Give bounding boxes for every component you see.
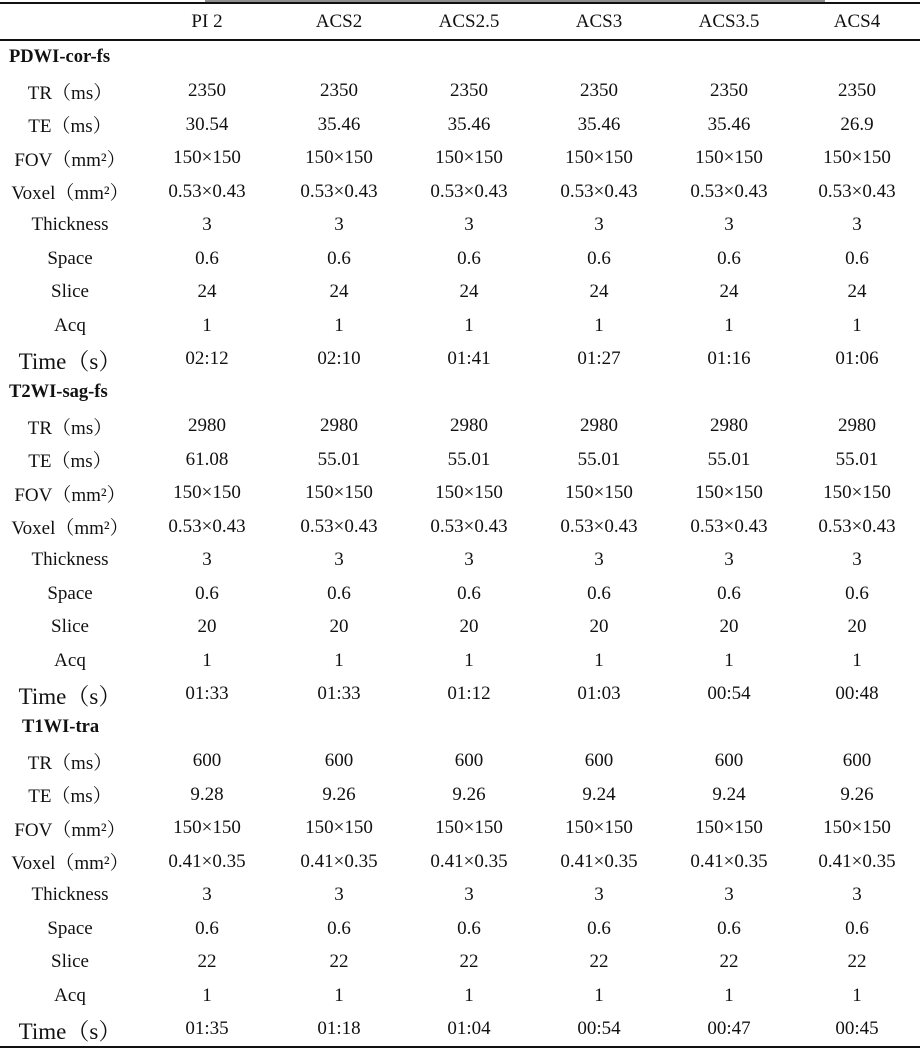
value-cell: 2980 — [710, 415, 748, 437]
empty-cell — [140, 376, 274, 410]
parameter-label: Acq — [54, 314, 86, 336]
section-header-row — [0, 376, 920, 410]
value-cell: 20 — [329, 616, 349, 638]
value-cell: 150×150 — [565, 817, 633, 839]
value-cell: 01:04 — [404, 1013, 534, 1048]
value-cell: 0.53×0.43 — [690, 515, 768, 537]
value-cell: 600 — [324, 750, 354, 772]
empty-cell — [274, 40, 404, 75]
parameter-label: Voxel（mm²） — [11, 853, 129, 875]
value-cell: 0.53×0.43 — [560, 180, 638, 202]
value-cell: 600 — [192, 750, 222, 772]
value-cell: 00:54 — [707, 683, 751, 705]
value-cell: 1 — [852, 649, 862, 671]
mri-parameter-table — [0, 5, 920, 1048]
value-cell: 0.6 — [845, 917, 869, 939]
value-cell: 600 — [584, 750, 614, 772]
value-cell: 150×150 — [695, 147, 763, 169]
value-cell: 0.6 — [587, 582, 611, 604]
value-cell: 0.53×0.43 — [300, 180, 378, 202]
value-cell: 150×150 — [435, 482, 503, 504]
value-cell: 01:12 — [447, 683, 491, 705]
value-cell: 150×150 — [823, 147, 891, 169]
value-cell: 02:10 — [317, 348, 361, 370]
value-cell: 1 — [724, 314, 734, 336]
parameter-label: FOV（mm²） — [14, 484, 126, 506]
value-cell: 1 — [334, 314, 344, 336]
value-cell: 600 — [714, 750, 744, 772]
table-row — [0, 644, 920, 678]
value-cell: 0.41×0.35 — [300, 850, 378, 872]
value-cell: 1 — [464, 984, 474, 1006]
value-cell: 2980 — [188, 415, 226, 437]
table-row — [0, 879, 920, 913]
value-cell: 55.01 — [317, 448, 361, 470]
value-cell: 2350 — [580, 80, 618, 102]
parameter-label: TE（ms） — [28, 451, 112, 473]
value-cell: 01:41 — [447, 348, 491, 370]
value-cell: 1 — [594, 314, 604, 336]
value-cell: 0.6 — [717, 582, 741, 604]
value-cell: 3 — [202, 214, 212, 236]
value-cell: 0.6 — [587, 247, 611, 269]
value-cell: 3 — [594, 214, 604, 236]
value-cell: 150×150 — [305, 147, 373, 169]
value-cell: 150×150 — [823, 817, 891, 839]
value-cell: 0.53×0.43 — [168, 180, 246, 202]
value-cell: 55.01 — [447, 448, 491, 470]
value-cell: 61.08 — [185, 448, 229, 470]
parameter-label: Time（s） — [0, 1013, 140, 1048]
value-cell: 35.46 — [577, 113, 621, 135]
value-cell: 55.01 — [835, 448, 879, 470]
parameter-label: Thickness — [31, 549, 109, 571]
value-cell: 2350 — [320, 80, 358, 102]
value-cell: 150×150 — [565, 147, 633, 169]
value-cell: 20 — [589, 616, 609, 638]
header-cell-pi2: PI 2 — [140, 5, 274, 40]
value-cell: 3 — [724, 884, 734, 906]
table-row — [0, 946, 920, 980]
value-cell: 2350 — [450, 80, 488, 102]
table-row — [0, 1013, 920, 1048]
table-row — [0, 142, 920, 176]
value-cell: 0.6 — [457, 582, 481, 604]
value-cell: 01:16 — [707, 348, 751, 370]
parameter-label: FOV（mm²） — [14, 149, 126, 171]
empty-cell — [140, 711, 274, 745]
value-cell: 150×150 — [695, 482, 763, 504]
empty-cell — [534, 711, 664, 745]
value-cell: 0.6 — [457, 917, 481, 939]
value-cell: 26.9 — [840, 113, 874, 135]
table-row — [0, 343, 920, 377]
value-cell: 150×150 — [695, 817, 763, 839]
header-row — [0, 5, 920, 40]
value-cell: 3 — [464, 884, 474, 906]
value-cell: 20 — [719, 616, 739, 638]
value-cell: 0.41×0.35 — [690, 850, 768, 872]
value-cell: 01:27 — [577, 348, 621, 370]
empty-cell — [534, 376, 664, 410]
value-cell: 0.53×0.43 — [818, 180, 896, 202]
empty-cell — [404, 40, 534, 75]
value-cell: 0.53×0.43 — [430, 515, 508, 537]
table-body — [0, 40, 920, 1047]
empty-cell — [664, 40, 794, 75]
value-cell: 3 — [594, 884, 604, 906]
value-cell: 3 — [724, 214, 734, 236]
value-cell: 3 — [334, 549, 344, 571]
parameter-label: Slice — [51, 616, 89, 638]
table-row — [0, 812, 920, 846]
value-cell: 35.46 — [317, 113, 361, 135]
value-cell: 20 — [847, 616, 867, 638]
value-cell: 00:47 — [664, 1013, 794, 1048]
value-cell: 2980 — [838, 415, 876, 437]
table-row — [0, 276, 920, 310]
value-cell: 0.6 — [845, 247, 869, 269]
value-cell: 01:06 — [835, 348, 879, 370]
value-cell: 24 — [847, 281, 867, 303]
table-row — [0, 75, 920, 109]
value-cell: 1 — [334, 649, 344, 671]
value-cell: 22 — [459, 951, 479, 973]
value-cell: 9.26 — [840, 783, 874, 805]
value-cell: 0.6 — [195, 917, 219, 939]
value-cell: 3 — [334, 214, 344, 236]
value-cell: 3 — [334, 884, 344, 906]
value-cell: 55.01 — [707, 448, 751, 470]
table-row — [0, 611, 920, 645]
value-cell: 1 — [334, 984, 344, 1006]
value-cell: 1 — [852, 984, 862, 1006]
value-cell: 22 — [719, 951, 739, 973]
parameter-label: Thickness — [31, 884, 109, 906]
table-row — [0, 410, 920, 444]
value-cell: 0.6 — [845, 582, 869, 604]
value-cell: 02:12 — [185, 348, 229, 370]
value-cell: 1 — [594, 984, 604, 1006]
value-cell: 24 — [197, 281, 217, 303]
value-cell: 0.6 — [587, 917, 611, 939]
value-cell: 2350 — [710, 80, 748, 102]
value-cell: 0.6 — [717, 247, 741, 269]
parameter-label: Voxel（mm²） — [11, 518, 129, 540]
value-cell: 2350 — [838, 80, 876, 102]
value-cell: 3 — [202, 884, 212, 906]
value-cell: 0.6 — [717, 917, 741, 939]
value-cell: 3 — [594, 549, 604, 571]
value-cell: 0.6 — [327, 917, 351, 939]
value-cell: 9.24 — [712, 783, 746, 805]
value-cell: 1 — [464, 649, 474, 671]
table-header — [0, 5, 920, 40]
value-cell: 1 — [202, 649, 212, 671]
value-cell: 9.28 — [190, 783, 224, 805]
section-header-row — [0, 711, 920, 745]
table-row — [0, 443, 920, 477]
value-cell: 01:18 — [274, 1013, 404, 1048]
value-cell: 0.41×0.35 — [168, 850, 246, 872]
empty-cell — [794, 40, 920, 75]
value-cell: 1 — [464, 314, 474, 336]
value-cell: 1 — [202, 984, 212, 1006]
table-row — [0, 912, 920, 946]
parameter-label: TE（ms） — [28, 786, 112, 808]
value-cell: 00:45 — [794, 1013, 920, 1048]
parameter-label: Thickness — [31, 214, 109, 236]
value-cell: 3 — [852, 884, 862, 906]
value-cell: 0.6 — [327, 582, 351, 604]
parameter-label: Voxel（mm²） — [11, 183, 129, 205]
value-cell: 3 — [464, 214, 474, 236]
value-cell: 0.53×0.43 — [690, 180, 768, 202]
section-title: PDWI-cor-fs — [9, 47, 111, 68]
value-cell: 2980 — [320, 415, 358, 437]
value-cell: 0.6 — [195, 582, 219, 604]
value-cell: 1 — [594, 649, 604, 671]
value-cell: 00:48 — [835, 683, 879, 705]
value-cell: 0.53×0.43 — [430, 180, 508, 202]
value-cell: 150×150 — [435, 817, 503, 839]
table-row — [0, 175, 920, 209]
value-cell: 0.53×0.43 — [818, 515, 896, 537]
value-cell: 3 — [852, 214, 862, 236]
parameter-label: Time（s） — [18, 348, 122, 374]
empty-cell — [274, 711, 404, 745]
empty-cell — [664, 711, 794, 745]
table-row — [0, 979, 920, 1013]
parameter-label: TR（ms） — [27, 417, 113, 439]
table-row — [0, 309, 920, 343]
parameter-label: TR（ms） — [27, 82, 113, 104]
header-cell-acs2: ACS2 — [274, 5, 404, 40]
parameter-label: Space — [47, 917, 93, 939]
value-cell: 600 — [454, 750, 484, 772]
value-cell: 9.26 — [452, 783, 486, 805]
value-cell: 0.53×0.43 — [168, 515, 246, 537]
table-row — [0, 477, 920, 511]
empty-cell — [794, 711, 920, 745]
value-cell: 9.24 — [582, 783, 616, 805]
value-cell: 24 — [589, 281, 609, 303]
value-cell: 150×150 — [823, 482, 891, 504]
header-cell-param — [0, 5, 140, 40]
value-cell: 01:33 — [185, 683, 229, 705]
value-cell: 24 — [329, 281, 349, 303]
value-cell: 150×150 — [173, 482, 241, 504]
table-row — [0, 209, 920, 243]
value-cell: 3 — [202, 549, 212, 571]
value-cell: 150×150 — [173, 147, 241, 169]
value-cell: 150×150 — [305, 817, 373, 839]
value-cell: 20 — [197, 616, 217, 638]
parameter-label: Space — [47, 247, 93, 269]
parameter-label: Acq — [54, 984, 86, 1006]
empty-cell — [274, 376, 404, 410]
value-cell: 35.46 — [707, 113, 751, 135]
value-cell: 01:03 — [577, 683, 621, 705]
value-cell: 0.41×0.35 — [560, 850, 638, 872]
value-cell: 24 — [719, 281, 739, 303]
value-cell: 150×150 — [565, 482, 633, 504]
value-cell: 01:35 — [140, 1013, 274, 1048]
table-top-rule — [0, 2, 920, 4]
value-cell: 0.6 — [195, 247, 219, 269]
header-cell-acs3: ACS3 — [534, 5, 664, 40]
value-cell: 3 — [852, 549, 862, 571]
value-cell: 30.54 — [185, 113, 229, 135]
value-cell: 1 — [852, 314, 862, 336]
value-cell: 600 — [842, 750, 872, 772]
value-cell: 2350 — [188, 80, 226, 102]
value-cell: 3 — [724, 549, 734, 571]
value-cell: 150×150 — [435, 147, 503, 169]
value-cell: 150×150 — [305, 482, 373, 504]
table-row — [0, 510, 920, 544]
value-cell: 1 — [724, 649, 734, 671]
value-cell: 22 — [197, 951, 217, 973]
table-row — [0, 778, 920, 812]
header-cell-acs3-5: ACS3.5 — [664, 5, 794, 40]
value-cell: 22 — [589, 951, 609, 973]
table-row — [0, 678, 920, 712]
section-title: T2WI-sag-fs — [9, 382, 108, 403]
value-cell: 22 — [847, 951, 867, 973]
parameter-label: FOV（mm²） — [14, 819, 126, 841]
value-cell: 2980 — [580, 415, 618, 437]
table-row — [0, 577, 920, 611]
empty-cell — [404, 711, 534, 745]
table-row — [0, 108, 920, 142]
empty-cell — [664, 376, 794, 410]
empty-cell — [404, 376, 534, 410]
value-cell: 0.41×0.35 — [430, 850, 508, 872]
value-cell: 0.53×0.43 — [560, 515, 638, 537]
parameter-label: Slice — [51, 281, 89, 303]
section-title: T1WI-tra — [22, 717, 100, 738]
table-row — [0, 845, 920, 879]
parameter-label: TR（ms） — [27, 752, 113, 774]
parameter-label: TE（ms） — [28, 116, 112, 138]
section-header-row — [0, 40, 920, 75]
parameter-label: Acq — [54, 649, 86, 671]
parameter-label: Space — [47, 582, 93, 604]
value-cell: 0.53×0.43 — [300, 515, 378, 537]
parameter-label: Slice — [51, 951, 89, 973]
empty-cell — [794, 376, 920, 410]
value-cell: 9.26 — [322, 783, 356, 805]
table-row — [0, 544, 920, 578]
empty-cell — [140, 40, 274, 75]
empty-cell — [534, 40, 664, 75]
table-row — [0, 745, 920, 779]
header-cell-acs2-5: ACS2.5 — [404, 5, 534, 40]
header-cell-acs4: ACS4 — [794, 5, 920, 40]
value-cell: 3 — [464, 549, 474, 571]
value-cell: 00:54 — [534, 1013, 664, 1048]
value-cell: 22 — [329, 951, 349, 973]
value-cell: 1 — [724, 984, 734, 1006]
value-cell: 150×150 — [173, 817, 241, 839]
table-row — [0, 242, 920, 276]
value-cell: 20 — [459, 616, 479, 638]
parameter-label: Time（s） — [18, 683, 122, 709]
value-cell: 01:33 — [317, 683, 361, 705]
value-cell: 35.46 — [447, 113, 491, 135]
value-cell: 0.6 — [327, 247, 351, 269]
value-cell: 1 — [202, 314, 212, 336]
value-cell: 2980 — [450, 415, 488, 437]
value-cell: 0.6 — [457, 247, 481, 269]
value-cell: 55.01 — [577, 448, 621, 470]
value-cell: 24 — [459, 281, 479, 303]
value-cell: 0.41×0.35 — [818, 850, 896, 872]
